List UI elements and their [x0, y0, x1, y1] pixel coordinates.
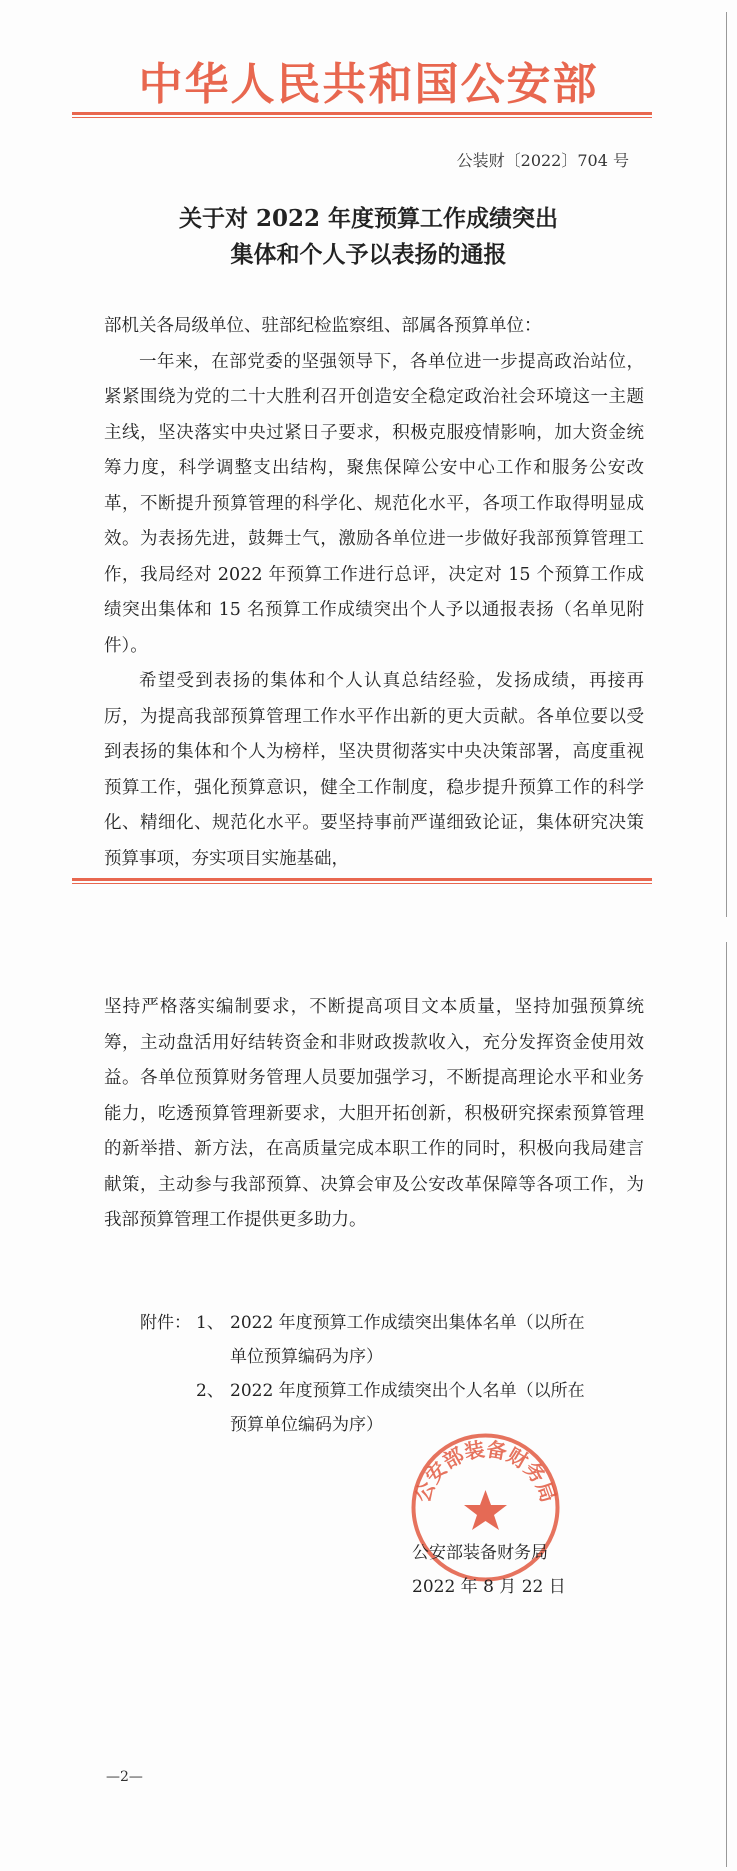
attachment-line: 2022 年度预算工作成绩突出集体名单（以所在: [230, 1313, 585, 1333]
signature-block: [412, 1536, 566, 1604]
red-header-title: 中华人民共和国公安部: [138, 59, 599, 110]
attachments-label: 附件：: [140, 1313, 191, 1333]
page-edge-line: [726, 12, 727, 917]
seal-star-icon: [464, 1490, 507, 1530]
page-edge-line: [726, 942, 727, 1867]
attachment-text: [230, 1306, 650, 1374]
document-title: [0, 201, 737, 273]
attachments: [140, 1306, 650, 1442]
paragraph-1: 一年来，在部党委的坚强领导下，各单位进一步提高政治站位，紧紧围绕为党的二十大胜利召开创造安全稳定政治社会环境这一主题主线，坚决落实中央过紧日子要求，积极克服疫情影响，加大资金统筹力度，科学调整支出结构，聚焦保障公安中心工作和服务公安改革，不断提升预算管理的科学化、规范化水平，各项工作取得明显成效。为表扬先进，鼓舞士气，激励各单位进一步做好我部预算管理工作，我局经对 2022 年预算工作进行总评，决定对 15 个预算工作成绩突出集体和 15 名预算工作成绩突出个人予以通报表扬（名单见附件）。: [104, 351, 644, 656]
document-number: 公装财〔2022〕704 号: [456, 151, 629, 170]
footer-red-rule: [72, 878, 652, 884]
body-page-1: [104, 309, 644, 877]
header-red-rule: [72, 112, 652, 118]
issuer-name: 公安部装备财务局: [412, 1543, 548, 1563]
page-number: —2—: [106, 1769, 143, 1785]
seal-text: 公安部装备财务局: [410, 1436, 561, 1506]
attachment-item-1: [140, 1306, 650, 1374]
title-line-2: 集体和个人予以表扬的通报: [230, 241, 507, 268]
paragraph-2-continued: 坚持严格落实编制要求，不断提高项目文本质量，坚持加强预算统筹，主动盘活用好结转资金和非财政拨款收入，充分发挥资金使用效益。各单位预算财务管理人员要加强学习，不断提高理论水平和业务能力，吃透预算管理新要求，大胆开拓创新，积极研究探索预算管理的新举措、新方法，在高质量完成本职工作的同时，积极向我局建言献策，主动参与我部预算、决算会审及公安改革保障等各项工作，为我部预算管理工作提供更多助力。: [104, 997, 644, 1230]
issue-date: 2022 年 8 月 22 日: [412, 1577, 566, 1597]
attachment-number: 2、: [196, 1381, 224, 1401]
body-page-2: [104, 990, 644, 1239]
paragraph-2-start: 希望受到表扬的集体和个人认真总结经验，发扬成绩，再接再厉，为提高我部预算管理工作水平作出新的更大贡献。各单位要以受到表扬的集体和个人为榜样，坚决贯彻落实中央决策部署，高度重视预算工作，强化预算意识，健全工作制度，稳步提升预算工作的科学化、精细化、规范化水平。要坚持事前严谨细致论证，集体研究决策预算事项，夯实项目实施基础，: [104, 671, 644, 869]
attachment-line: 2022 年度预算工作成绩突出个人名单（以所在: [230, 1381, 585, 1401]
attachment-line: 预算单位编码为序）: [230, 1415, 383, 1435]
attachment-number: 1、: [196, 1313, 224, 1333]
attachment-line: 单位预算编码为序）: [230, 1347, 383, 1367]
title-line-1: 关于对 2022 年度预算工作成绩突出: [178, 205, 559, 232]
greeting: 部机关各局级单位、驻部纪检监察组、部属各预算单位：: [104, 316, 542, 336]
